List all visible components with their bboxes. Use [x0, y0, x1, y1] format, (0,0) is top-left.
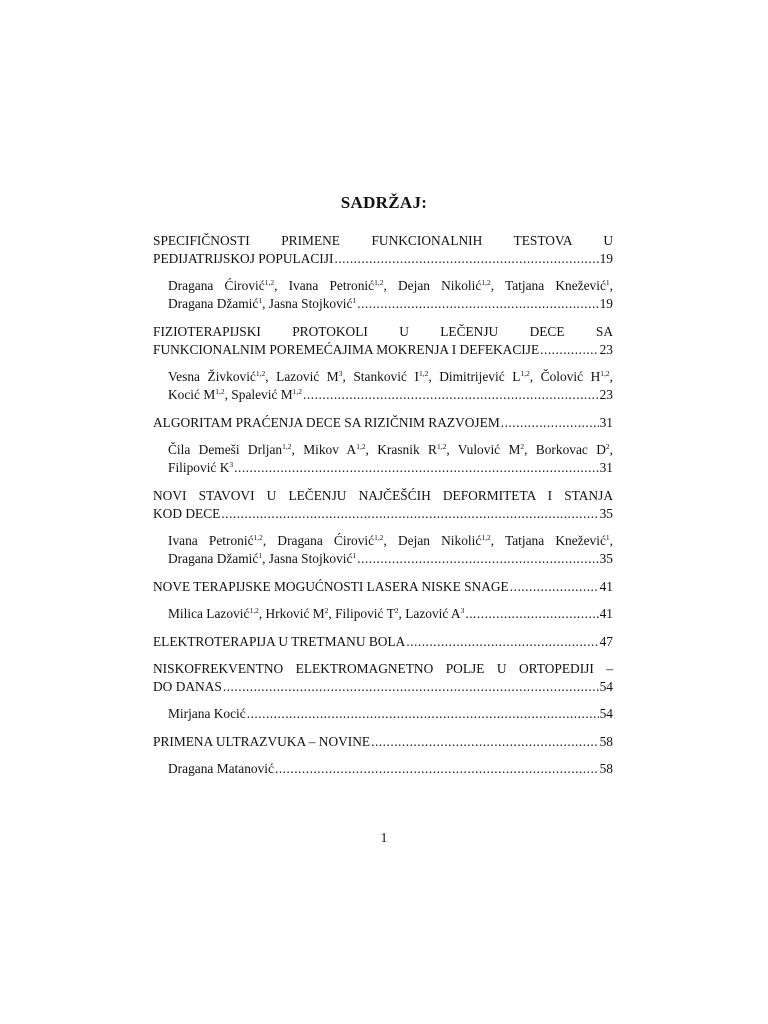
toc-leader-line: [168, 459, 613, 477]
authors-line: Dragana Ćirović$^{1,2}$, Ivana Petronić$^{1,2}$, Dejan Nikolić$^{1,2}$, Tatjana Knežević$^1$,: [168, 278, 613, 293]
authors-line: Dragana Matanović: [168, 761, 274, 776]
toc-page-number: 54: [599, 706, 613, 721]
toc-page-number: 54: [599, 679, 613, 694]
authors-line: Čila Demeši Drljan$^{1,2}$, Mikov A$^{1,2}$, Krasnik R$^{1,2}$, Vulović $M^2$, Borkovac $D^2$,: [168, 442, 613, 457]
chapter-title-line: NOVE TERAPIJSKE MOGUĆNOSTI LASERA NISKE SNAGE: [153, 579, 509, 594]
toc-chapter-entry: [153, 323, 613, 359]
toc-page-number: 19: [599, 296, 613, 311]
toc-leader-line: [153, 505, 613, 523]
chapter-title-line: SPECIFIČNOSTI PRIMENE FUNKCIONALNIH TESTOVA U: [153, 233, 613, 248]
toc-authors-entry: [168, 368, 613, 404]
toc-chapter-entry: [153, 733, 613, 751]
toc-page-number: 41: [599, 606, 613, 621]
toc-leader-line: [168, 605, 613, 623]
toc-leader-line: [168, 386, 613, 404]
toc-chapter-entry: [153, 660, 613, 696]
dot-leader: [540, 341, 598, 359]
toc-leader-line: [168, 705, 613, 723]
toc-authors-entry: [168, 605, 613, 623]
dot-leader: [465, 605, 598, 623]
authors-line: Vesna Živković$^{1,2}$, Lazović $M^3$, Stanković I$^{1,2}$, Dimitrijević L$^{1,2}$, Čolović H$^{1,2}$,: [168, 369, 614, 384]
toc-page-number: 35: [599, 551, 613, 566]
authors-line: Dragana Džamić$^1$, Jasna Stojković$^1$: [168, 551, 357, 566]
toc-page-number: 58: [599, 734, 613, 749]
toc-chapter-entry: [153, 232, 613, 268]
toc-chapter-entry: [153, 487, 613, 523]
dot-leader: [406, 633, 598, 651]
authors-line: Kocić M$^{1,2}$, Spalević M$^{1,2}$: [168, 387, 303, 402]
toc-page-number: 35: [599, 506, 613, 521]
toc-authors-entry: [168, 277, 613, 313]
authors-line: Ivana Petronić$^{1,2}$, Dragana Ćirović$^{1,2}$, Dejan Nikolić$^{1,2}$, Tatjana Knežević$^1$,: [168, 533, 613, 548]
toc-authors-entry: [168, 760, 613, 778]
dot-leader: [501, 414, 599, 432]
toc-leader-line: [168, 760, 613, 778]
toc-chapter-entry: [153, 578, 613, 596]
page-number: 1: [380, 830, 388, 845]
toc-page-number: 31: [599, 460, 613, 475]
chapter-title-line: ALGORITAM PRAĆENJA DECE SA RIZIČNIM RAZVOJEM: [153, 415, 500, 430]
chapter-title-line: KOD DECE: [153, 506, 221, 521]
dot-leader: [303, 386, 599, 404]
toc-authors-entry: [168, 532, 613, 568]
chapter-title-line: PRIMENA ULTRAZVUKA – NOVINE: [153, 734, 371, 749]
toc-authors-entry: [168, 705, 613, 723]
toc-leader-line: [153, 250, 613, 268]
chapter-title-line: FIZIOTERAPIJSKI PROTOKOLI U LEČENJU DECE SA: [153, 324, 613, 339]
dot-leader: [221, 505, 598, 523]
toc-chapter-entry: [153, 633, 613, 651]
toc-leader-line: [153, 341, 613, 359]
toc-leader-line: [153, 733, 613, 751]
toc-leader-line: [168, 550, 613, 568]
dot-leader: [357, 295, 598, 313]
toc-leader-line: [168, 295, 613, 313]
chapter-title-line: DO DANAS: [153, 679, 222, 694]
table-of-contents: [153, 232, 613, 788]
authors-line: Milica Lazović$^{1,2}$, Hrković $M^2$, Filipović $T^2$, Lazović $A^3$: [168, 606, 465, 621]
toc-page-number: 47: [599, 634, 613, 649]
toc-page-number: 23: [599, 342, 613, 357]
page-title: SADRŽAJ:: [340, 193, 428, 212]
dot-leader: [371, 733, 599, 751]
dot-leader: [510, 578, 599, 596]
chapter-title-line: NISKOFREKVENTNO ELEKTROMAGNETNO POLJE U ORTOPEDIJI –: [153, 661, 613, 676]
toc-leader-line: [153, 414, 613, 432]
dot-leader: [223, 678, 599, 696]
authors-line: Dragana Džamić$^1$, Jasna Stojković$^1$: [168, 296, 357, 311]
dot-leader: [234, 459, 598, 477]
toc-chapter-entry: [153, 414, 613, 432]
toc-leader-line: [153, 578, 613, 596]
dot-leader: [247, 705, 599, 723]
dot-leader: [275, 760, 599, 778]
chapter-title-line: NOVI STAVOVI U LEČENJU NAJČEŠĆIH DEFORMITETA I STANJA: [153, 488, 613, 503]
toc-leader-line: [153, 678, 613, 696]
toc-page-number: 31: [599, 415, 613, 430]
dot-leader: [334, 250, 598, 268]
toc-leader-line: [153, 633, 613, 651]
toc-authors-entry: [168, 441, 613, 477]
toc-page-number: 41: [599, 579, 613, 594]
toc-page-number: 19: [599, 251, 613, 266]
authors-line: Mirjana Kocić: [168, 706, 246, 721]
chapter-title-line: PEDIJATRIJSKOJ POPULACIJI: [153, 251, 334, 266]
dot-leader: [357, 550, 598, 568]
chapter-title-line: FUNKCIONALNIM POREMEĆAJIMA MOKRENJA I DEFEKACIJE: [153, 342, 540, 357]
toc-page-number: 58: [599, 761, 613, 776]
toc-page-number: 23: [599, 387, 613, 402]
authors-line: Filipović $K^3$: [168, 460, 234, 475]
chapter-title-line: ELEKTROTERAPIJA U TRETMANU BOLA: [153, 634, 406, 649]
